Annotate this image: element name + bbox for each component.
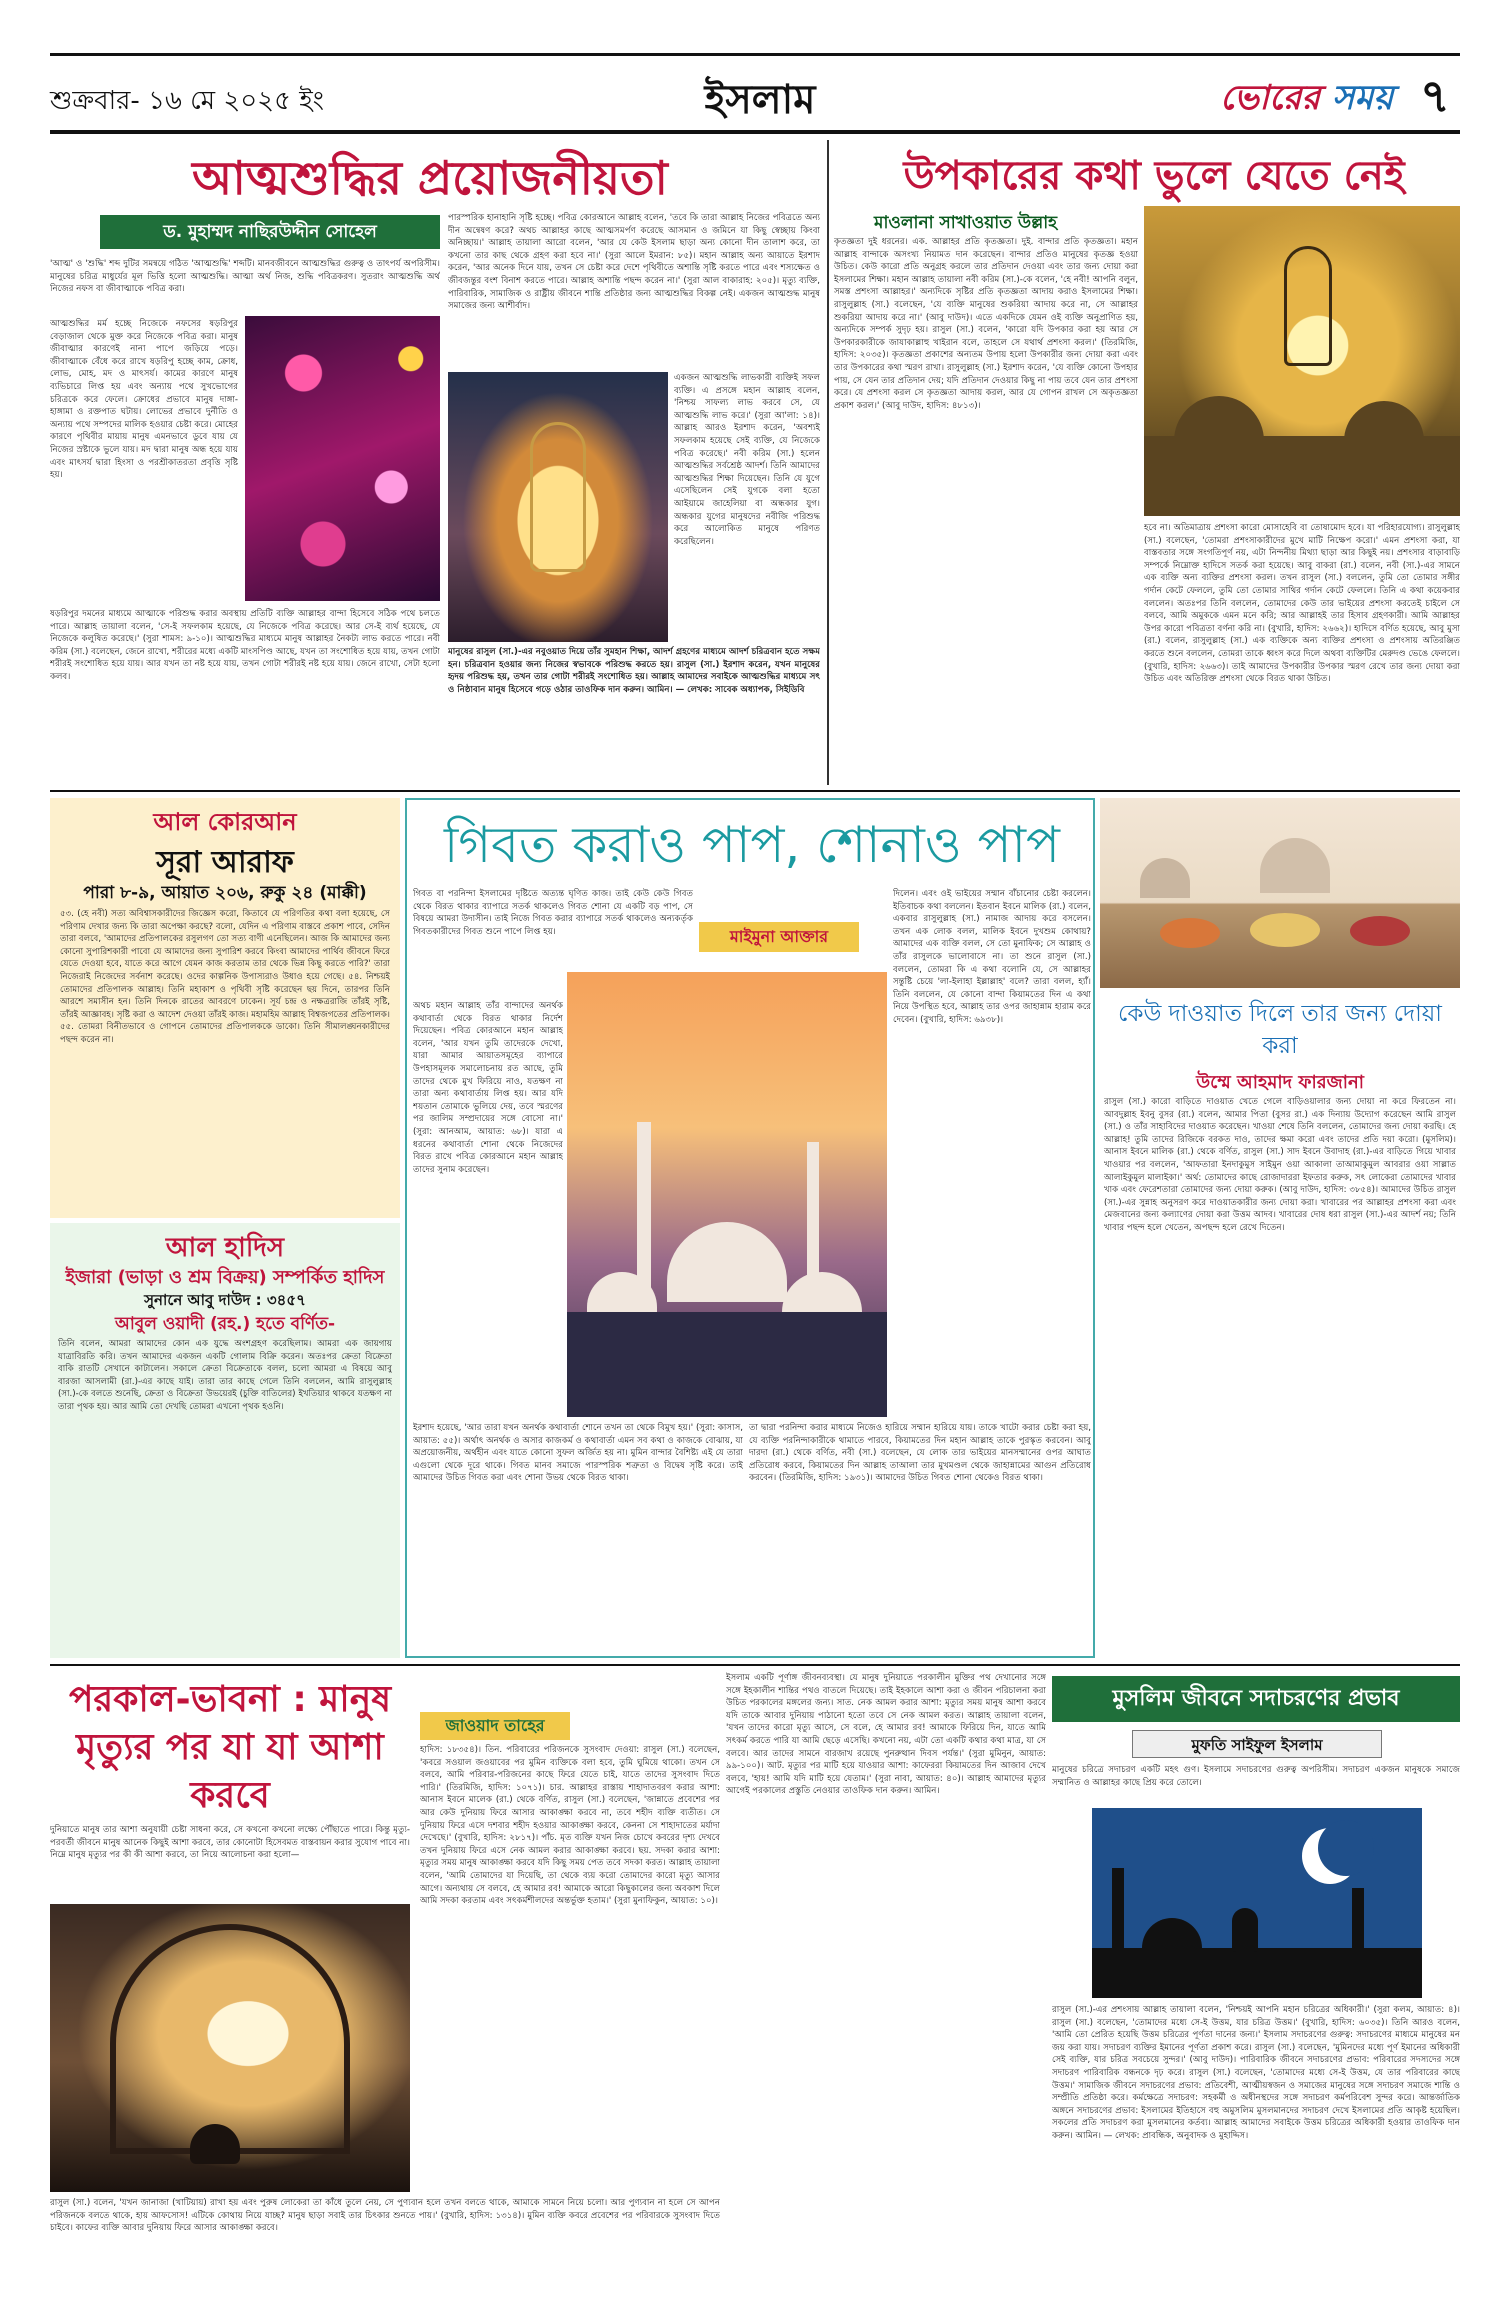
brand-logo	[1220, 72, 1393, 129]
byline: উম্মে আহমাদ ফারজানা	[1196, 1072, 1364, 1093]
page-number: ৭	[1420, 69, 1450, 123]
row-rule	[50, 790, 1460, 792]
surah-name: সূরা আরাফ	[156, 845, 294, 880]
article-title: পরকাল-ভাবনা : মানুষ মৃত্যুর পর যা যা আশা করবে	[68, 1679, 392, 1816]
body-col2-side: একজন আত্মশুদ্ধি লাভকারী ব্যক্তিই সফল ব্যক্তি। এ প্রসঙ্গে মহান আল্লাহ বলেন, 'নিশ্চয় সাফল্য লাভ করবে সে, যে আত্মশুদ্ধি লাভ করে।' (সুরা আ'লা: ১৪)। আল্লাহ আরও ইরশাদ করেন, 'অবশ্যই সফলকাম হয়েছে সেই ব্যক্তি, যে নিজেকে পবিত্র করেছে।' নবী করিম (সা.) হলেন আত্মশুদ্ধির সর্বশ্রেষ্ঠ আদর্শ। তিনি আমাদের আত্মশুদ্ধির শিক্ষা দিয়েছেন। তিনি যে যুগে এসেছিলেন সেই যুগকে বলা হতো আইয়ামে জাহেলিয়া বা অন্ধকার যুগ। অন্ধকার যুগের মানুষদের নবীজি পরিশুদ্ধ করে আলোকিত মানুষে পরিণত করেছিলেন।	[674, 373, 820, 547]
section-title: ইসলাম	[704, 77, 816, 123]
body-col2: হবে না। অতিমাত্রায় প্রশংসা কারো মোসাহেবি বা তোষামোদ হবে। যা পরিহারযোগ্য। রাসুলুল্লাহ (সা.) বলেছেন, 'তোমরা প্রশংসাকারীদের মুখে মাটি নিক্ষেপ করো।' এমন প্রশংসা করা, যা বাস্তবতার সঙ্গে সংগতিপূর্ণ নয়, এটা নিন্দনীয় মিথ্যা ছাড়া আর কিছুই নয়। প্রশংসার বাড়াবাড়ি সম্পর্কে নিম্নোক্ত হাদিসে সতর্ক করা হয়েছে। আবু বাকরা (রা.) বলেন, নবী (সা.)-এর সামনে এক ব্যক্তি অন্য ব্যক্তির প্রশংসা করল। তখন রাসুল (সা.) বললেন, তুমি তো তোমার সঙ্গীর গর্দান কেটে ফেললে, তুমি তো তোমার সাথির গর্দান কেটে ফেললে। তিনি এ কথা কয়েকবার বললেন। অতঃপর তিনি বললেন, তোমাদের কেউ তার ভাইয়ের প্রশংসা করতেই চাইলে সে বলবে, আমি অমুককে এমন মনে করি; আর আল্লাহই তার হিসাব গ্রহণকারী। আমি আল্লাহর উপর কারো পবিত্রতা বর্ণনা করি না। (বুখারি, হাদিস: ২৬৬২)। হাদিসে বর্ণিত হয়েছে, আবু মুসা (রা.) বলেন, রাসুলুল্লাহ (সা.) এক ব্যক্তিকে অন্য ব্যক্তির প্রশংসা ও প্রশংসায় অতিরঞ্জিত করতে শুনে বললেন, তোমরা তাকে ধ্বংস করে দিলে অথবা ব্যক্তিটির মেরুদণ্ড ভেঙে ফেললে। (বুখারি, হাদিস: ২৬৬৩)। তাই আমাদের উপকারীর উপকার স্মরণ রেখে তার জন্য দোয়া করা উচিত এবং অতিরিক্ত প্রশংসা থেকে বিরত থাকা উচিত।	[1144, 523, 1460, 685]
hadith-body: তিনি বলেন, আমরা আমাদের কোন এক যুদ্ধে অংশগ্রহণ করেছিলাম। আমরা এক জায়গায় যাত্রাবিরতি করি। তখন আমাদের একজন একটি গোলাম বিক্রি করেন। অতঃপর ক্রেতা বিক্রেতা বাকি রাতটি সেখানে কাটালেন। সকালে ক্রেতা বিক্রেতাকে বলল, চলো আমরা এ বিষয়ে আবু বারজা আসলামী (রা.)-এর কাছে যাই। তারা তার কাছে গেলে তিনি বললেন, আমি রাসুলুল্লাহ (সা.)-কে বলতে শুনেছি, ক্রেতা ও বিক্রেতা উভয়েরই (চুক্তি বাতিলের) ইখতিয়ার থাকবে যতক্ষণ না তারা পৃথক হয়। আর আমি তো দেখছি তোমরা এখনো পৃথক হওনি।	[58, 1339, 392, 1412]
prayer-hall-photo	[50, 1904, 410, 2192]
quran-kicker: আল কোরআন	[153, 808, 297, 836]
hadith-narrator: আবুল ওয়াদী (রহ.) হতে বর্ণিত-	[114, 1314, 336, 1334]
masthead	[50, 60, 1460, 128]
brand-post: সময়	[1331, 78, 1394, 118]
article-title: গিবত করাও পাপ, শোনাও পাপ	[444, 816, 1060, 874]
body-below: রাসুল (সা.) বলেন, 'যখন জানাজা (খাটিয়ায়) রাখা হয় এবং পুরুষ লোকেরা তা কাঁধে তুলে নেয়, সে পুণ্যবান হলে তখন বলতে থাকে, আমাকে সামনে নিয়ে চলো। আর পুণ্যবান না হলে সে আপন পরিজনকে বলতে থাকে, হায় আফসোস! এটিকে কোথায় নিয়ে যাচ্ছ? মানুষ ছাড়া সবাই তার চিৎকার শুনতে পায়।' (বুখারি, হাদিস: ১৩১৪)। মুমিন ব্যক্তি কবরে প্রবেশের পর পরিবারকে সুসংবাদ দিতে চাইবে। কাফের ব্যক্তি আবার দুনিয়ায় ফিরে আসার আকাঙ্ক্ষা করবে।	[50, 2198, 720, 2234]
porokal-col3: ইসলাম একটি পূর্ণাঙ্গ জীবনব্যবস্থা। যে মানুষ দুনিয়াতে পরকালীন মুক্তির পথ দেখানোর সঙ্গে সঙ্গে ইহকালীন শান্তির পথও বাতলে দিয়েছে। তাই ইহকালে আশা করা ও জীবন পরিচালনা করা উচিত পরকালের মঙ্গলের জন্য। সাত. নেক আমল করার আশা: মৃত্যুর সময় মানুষ আশা করবে যদি তাকে আবার দুনিয়ায় পাঠানো হতো তবে সে নেক আমল করত। আল্লাহ তায়ালা বলেন, 'যখন তাদের কারো মৃত্যু আসে, সে বলে, হে আমার রব! আমাকে ফিরিয়ে দিন, যাতে আমি সৎকর্ম করতে পারি যা আমি ছেড়ে এসেছি। কখনো নয়, এটা তো একটি কথার কথা মাত্র, যা সে বলবে। আর তাদের সামনে বারজাখ রয়েছে পুনরুত্থান দিবস পর্যন্ত।' (সুরা মুমিনুন, আয়াত: ৯৯-১০০)। আট. মৃত্যুর পর মাটি হয়ে যাওয়ার আশা: কাফেররা কিয়ামতের দিন আজাব দেখে বলবে, 'হায়! আমি যদি মাটি হয়ে যেতাম।' (সুরা নাবা, আয়াত: ৪০)। আল্লাহ আমাদের মৃত্যুর আগেই পরকালের প্রস্তুতি নেওয়ার তাওফিক দান করুন। আমিন।	[726, 1673, 1046, 1797]
row-rule	[50, 1664, 1460, 1666]
lantern-bokeh-photo	[245, 316, 440, 601]
body: রাসুল (সা.) কারো বাড়িতে দাওয়াত খেতে গেলে বাড়িওয়ালার জন্য দোয়া না করে ফিরতেন না। আবদুল্লাহ ইবনু বুসর (রা.) বলেন, আমার পিতা (বুসর রা.) এক দিন্যায় উদ্যোগ করেছেন আমি রাসুল (সা.) ও তাঁর সাহাবিদের দাওয়াত করেছেন। খাওয়া শেষে তিনি বললেন, তোমাদের জন্য দোয়া করছি। হে আল্লাহ! তুমি তাদের রিজিকে বরকত দাও, তাদের ক্ষমা করো এবং তাদের প্রতি দয়া করো। (মুসলিম)। আনাস ইবনে মালিক (রা.) থেকে বর্ণিত, রাসুল (সা.) সাদ ইবনে উবাদাহ (রা.)-এর বাড়িতে গিয়ে খাবার খাওয়ার পর বললেন, 'আফতারা ইনদাকুমুস সাইমুন ওয়া আকালা তাআমাকুমুল আবরার ওয়া সাল্লাত আলাইকুমুল মালাইকা।' অর্থ: তোমাদের কাছে রোজাদাররা ইফতার করুক, সৎ লোকেরা তোমাদের খাবার খাক এবং ফেরেশতারা তোমাদের জন্য দোয়া করুক। (আবু দাউদ, হাদিস: ৩৮৫৪)। আমাদের উচিত রাসুল (সা.)-এর সুন্নাহ অনুসরণ করে দাওয়াতকারীর জন্য দোয়া করা। খাবারের পর আল্লাহর প্রশংসা করা এবং মেজবানের জন্য কল্যাণের দোয়া করা উত্তম আদব। খাবারের দোষ ধরা রাসুল (সা.)-এর আদর্শ নয়; তিনি খাবার পছন্দ হলে খেতেন, অপছন্দ হলে রেখে দিতেন।	[1104, 1097, 1456, 1233]
top-rule	[50, 53, 1460, 56]
mosque-lantern-photo	[1144, 206, 1460, 516]
article-ghibat	[405, 798, 1095, 1658]
article-upokar	[834, 140, 1460, 785]
quran-verses: ৫৩. (হে নবী) সত্য অবিশ্বাসকারীদের জিজ্ঞেস করো, কিতাবে যে পরিণতির কথা বলা হয়েছে, সে পরিণাম দেখার জন্য কি তারা অপেক্ষা করছে? বলো, যেদিন এ পরিণাম বাস্তবে প্রকাশ পাবে, সেদিন তারা বলবে, 'আমাদের প্রতিপালকের রসুলগণ তো সত্য বাণী এনেছিলেন। আজ কি আমাদের জন্য কোনো সুপারিশকারী পাবো যে আমাদের জন্য সুপারিশ করবে কিংবা আমাদের পার্থিব জীবনে ফিরে যেতে দেওয়া হবে, যাতে করে আগে যেমন কাজ করতাম তার থেকে ভিন্ন কিছু করতে পারি?' তারা নিজেরাই নিজেদের সর্বনাশ করেছে। ওদের কাল্পনিক উপাস্যরাও উধাও হয়ে গেছে। ৫৪. নিশ্চয়ই তোমাদের প্রতিপালক আল্লাহ। তিনি মহাকাশ ও পৃথিবী সৃষ্টি করেছেন ছয় দিনে, তারপর তিনি আরশে সমাসীন হন। তিনি দিনকে রাতের আবরণে ঢাকেন। সূর্য চন্দ্র ও নক্ষত্ররাজি তাঁরই সৃষ্টি, তাঁরই আজ্ঞাবহ। সৃষ্টি করা ও আদেশ দেওয়া তাঁরই কাজ। মহামহিম আল্লাহ বিশ্বজগতের প্রতিপালক। ৫৫. তোমরা বিনীতভাবে ও গোপনে তোমাদের প্রতিপালককে ডাকো। তিনি সীমালঙ্ঘনকারীদের পছন্দ করেন না।	[60, 909, 390, 1045]
body: রাসুল (সা.)-এর প্রশংসায় আল্লাহ তায়ালা বলেন, 'নিশ্চয়ই আপনি মহান চরিত্রের অধিকারী।' (সুরা কলম, আয়াত: ৪)। রাসুল (সা.) বলেছেন, 'তোমাদের মধ্যে সে-ই উত্তম, যার চরিত্র উত্তম।' (বুখারি, হাদিস: ৬০৩৫)। তিনি আরও বলেন, 'আমি তো প্রেরিত হয়েছি উত্তম চরিত্রের পূর্ণতা দানের জন্য।' ইসলাম সদাচরণের গুরুত্ব: সদাচরণের মাধ্যমে মানুষের মন জয় করা যায়। সদাচরণ ব্যক্তির ইমানের পূর্ণতা প্রকাশ করে। রাসুল (সা.) বলেছেন, 'মুমিনদের মধ্যে পূর্ণ ইমানের অধিকারী সেই ব্যক্তি, যার চরিত্র সবচেয়ে সুন্দর।' (আবু দাউদ)। পারিবারিক জীবনে সদাচরণের প্রভাব: পরিবারের সদস্যদের সঙ্গে সদাচরণ পারিবারিক বন্ধনকে দৃঢ় করে। রাসুল (সা.) বলেছেন, 'তোমাদের মধ্যে সে-ই উত্তম, যে তার পরিবারের কাছে উত্তম।' সামাজিক জীবনে সদাচরণের প্রভাব: প্রতিবেশী, আত্মীয়স্বজন ও সমাজের মানুষের সঙ্গে সদাচরণ সমাজে শান্তি ও সম্প্রীতি প্রতিষ্ঠা করে। কর্মক্ষেত্রে সদাচরণ: সহকর্মী ও অধীনস্থদের সঙ্গে সদাচরণ কর্মপরিবেশ সুন্দর করে। আন্তর্জাতিক অঙ্গনে সদাচরণের প্রভাব: ইসলামের ইতিহাসে বহু অমুসলিম মুসলমানদের সদাচরণ দেখে ইসলামের প্রতি আকৃষ্ট হয়েছিল। সকলের প্রতি সদাচরণ করা মুসলমানের কর্তব্য। আল্লাহ আমাদের সবাইকে উত্তম চরিত্রের অধিকারী হওয়ার তাওফিক দান করুন। আমিন। — লেখক: প্রাবন্ধিক, অনুবাদক ও মুহাদ্দিস।	[1052, 2005, 1460, 2141]
moon-mosque-illustration	[1092, 1808, 1422, 1998]
article-title: কেউ দাওয়াত দিলে তার জন্য দোয়া করা	[1118, 1001, 1442, 1059]
body-side: আত্মশুদ্ধির মর্ম হচ্ছে নিজেকে নফসের ষড়রিপুর বেড়াজাল থেকে মুক্ত করে নিজেকে পবিত্র করা। মানুষ জীবাত্মার কারণেই নানা পাপে জড়িয়ে পড়ে। জীবাত্মাকে বেঁধে করে রাখে ষড়রিপু হচ্ছে কাম, ক্রোধ, লোভ, মোহ, মদ ও মাৎসর্য। কামের কারণে মানুষ ব্যভিচারে লিপ্ত হয় এবং অন্যায় পথে সুখভোগের চরিত্রকে করে ফেলে। ক্রোধের প্রভাবে মানুষ দাঙ্গা-হাঙ্গামা ও রক্তপাত ঘটায়। লোভের প্রভাবে দুর্নীতি ও অন্যায় পথে সম্পদের মালিক হওয়ার চেষ্টা করে। মোহের কারণে পৃথিবীর মায়ায় মানুষ এমনভাবে ডুবে যায় যে নিজের স্রষ্টাকে ভুলে যায়। মদ দ্বারা মানুষ অন্ধ হয়ে যায় এবং মাৎসর্য দ্বারা হিংসা ও পরশ্রীকাতরতা প্রবৃত্তি সৃষ্টি হয়।	[50, 319, 238, 481]
byline: মুফতি সাইফুল ইসলাম	[1132, 1730, 1382, 1758]
article-muslim-life	[1052, 1672, 1460, 2297]
grand-mosque-photo	[567, 972, 887, 1417]
body-intro: মানুষের চরিত্রে সদাচরণ একটি মহৎ গুণ। ইসলামে সদাচরণের গুরুত্ব অপরিসীম। সদাচরণ একজন মানুষকে সমাজে সম্মানিত ও আল্লাহর কাছে প্রিয় করে তোলে।	[1052, 1765, 1460, 1788]
article-title: মুসলিম জীবনে সদাচরণের প্রভাব	[1052, 1676, 1460, 1722]
issue-date: শুক্রবার- ১৬ মে ২০২৫ ইং	[50, 86, 324, 116]
masthead-rule	[50, 130, 1460, 134]
brand-pre: ভোরের	[1220, 78, 1321, 118]
body-bottom-right: তা দ্বারা পরনিন্দা করার মাধ্যমে নিজেও হারিয়ে সম্মান হারিয়ে যায়। তাকে খাটো করার চেষ্টা করা হয়, যে ব্যক্তি পরনিন্দাকারীকে থামাতে পারবে, কিয়ামতের দিন মহান আল্লাহ তাকে পুরস্কৃত করবেন। আবু দারদা (রা.) থেকে বর্ণিত, নবী (সা.) বলেছেন, যে লোক তার ভাইয়ের মানসম্মানের ওপর আঘাত প্রতিরোধ করবে, কিয়ামতের দিন আল্লাহ তাআলা তার মুখমণ্ডল থেকে জাহান্নামের আগুন প্রতিরোধ করবেন। (তিরমিজি, হাদিস: ১৯৩১)। আমাদের উচিত গিবত শোনা থেকেও বিরত থাকা।	[749, 1423, 1091, 1484]
lantern-photo	[448, 372, 668, 642]
column-divider	[827, 140, 829, 785]
body-left: অথচ মহান আল্লাহ তাঁর বান্দাদের অনর্থক কথাবার্তা থেকে বিরত থাকার নির্দেশ দিয়েছেন। পবিত্র কোরআনে মহান আল্লাহ বলেন, 'আর যখন তুমি তাদেরকে দেখো, যারা আমার আয়াতসমূহের ব্যাপারে উপহাসমূলক সমালোচনায় রত আছে, তুমি তাদের থেকে মুখ ফিরিয়ে নাও, যতক্ষণ না তারা অন্য কথাবার্তায় লিপ্ত হয়। আর যদি শয়তান তোমাকে ভুলিয়ে দেয়, তবে স্মরণের পর জালিম সম্প্রদায়ের সঙ্গে বোসো না।' (সুরা: আনআম, আয়াত: ৬৮)। যারা এ ধরনের কথাবার্তা শোনা থেকে নিজেদের বিরত রাখে পবিত্র কোরআনে মহান আল্লাহ তাদের সুনাম করেছেন।	[413, 1001, 563, 1175]
byline: মাইমুনা আক্তার	[699, 922, 859, 952]
article-title: উপকারের কথা ভুলে যেতে নেই	[903, 153, 1405, 199]
body-col2: পারস্পরিক হানাহানি সৃষ্টি হচ্ছে। পবিত্র কোরআনে আল্লাহ বলেন, 'তবে কি তারা আল্লাহ নিজের পবিত্রতে অন্য দীন অন্বেষণ করে? অথচ আল্লাহর কাছে আত্মসমর্পণ করেছে আসমান ও জমিনে যা কিছু স্বেচ্ছায় কিংবা অনিচ্ছায়।' আল্লাহ তায়ালা আরো বলেন, 'আর যে কেউ ইসলাম ছাড়া অন্য কোনো দীন তালাশ করে, তা কখনো তার কাছ থেকে গ্রহণ করা হবে না।' (সুরা আলে ইমরান: ৮৫)। মহান আল্লাহ অন্য আয়াতে ইরশাদ করেন, 'আর অনেক দিনে যায়, তখন সে চেষ্টা করে দেশে পৃথিবীতে অশান্তি সৃষ্টি করতে পারে এবং শস্যক্ষেত ও জীবজন্তুর বংশ বিনাশ করতে পারে। আল্লাহ অশান্তি পছন্দ করেন না।' (সুরা আল বাকারাহ: ২০৫)। মৃত্যু ব্যক্তি, পারিবারিক, সামাজিক ও রাষ্ট্রীয় জীবনে শান্তি প্রতিষ্ঠার জন্য আত্মশুদ্ধির বিকল্প নেই। একজন আত্মশুদ্ধ মানুষ সমাজের জন্য আশীর্বাদ।	[448, 213, 820, 312]
article-porokal	[50, 1672, 720, 2297]
body-intro: গিবত বা পরনিন্দা ইসলামের দৃষ্টিতে অত্যন্ত ঘৃণিত কাজ। তাই কেউ কেউ গিবত থেকে বিরত থাকার ব্যাপারে সতর্ক থাকলেও গিবত শোনা যে একটি বড় পাপ, সে বিষয়ে আমরা উদাসীন। তাই নিজে গিবত করার ব্যাপারে সতর্ক থাকলেও অন্যকর্তৃক গিবতকারীদের গিবত শুনে পাপে লিপ্ত হয়।	[413, 889, 693, 937]
body-col2: হাদিস: ১৮৩৫৪)। তিন. পরিবারের পরিজনকে সুসংবাদ দেওয়া: রাসুল (সা.) বলেছেন, 'কবরে সওয়াল জওয়াবের পর মুমিন ব্যক্তিকে বলা হবে, তুমি ঘুমিয়ে থাকো। তখন সে বলবে, আমি পরিবার-পরিজনের কাছে ফিরে যেতে চাই, যাতে তাদের সুসংবাদ দিতে পারি।' (তিরমিজি, হাদিস: ১০৭১)। চার. আল্লাহর রাস্তায় শাহাদাতবরণ করার আশা: আনাস ইবনে মালেক (রা.) থেকে বর্ণিত, রাসুল (সা.) বলেছেন, 'জান্নাতে প্রবেশের পর আর কেউ দুনিয়ায় ফিরে আসার আকাঙ্ক্ষা করবে না, তবে শহীদ ব্যক্তি ব্যতীত। সে দুনিয়ায় ফিরে এসে দশবার শহীদ হওয়ার আকাঙ্ক্ষা করবে, কেননা সে শাহাদাতের মর্যাদা দেখেছে।' (বুখারি, হাদিস: ২৮১৭)। পাঁচ. মৃত ব্যক্তি যখন নিজ চোখে কবরের দৃশ্য দেখবে তখন দুনিয়ায় ফিরে এসে নেক আমল করার আকাঙ্ক্ষা করবে। ছয়. সদকা করার আশা: মৃত্যুর সময় মানুষ আকাঙ্ক্ষা করবে যদি কিছু সময় পেত তবে সদকা করত। আল্লাহ তায়ালা বলেন, 'আমি তোমাদের যা দিয়েছি, তা থেকে ব্যয় করো তোমাদের কারো মৃত্যু আসার আগে। অন্যথায় সে বলবে, হে আমার রব! আমাকে আরো কিছুকালের জন্য অবকাশ দিলে আমি সদকা করতাম এবং সৎকর্মশীলদের অন্তর্ভুক্ত হতাম।' (সুরা মুনাফিকুন, আয়াত: ১০)।	[420, 1745, 720, 1907]
iftar-table-photo	[1100, 798, 1460, 988]
body-bottom: ষড়রিপুর দমনের মাধ্যমে আত্মাকে পরিশুদ্ধ করার অবস্থায় প্রতিটি ব্যক্তি আল্লাহর বান্দা হিসেবে সঠিক পথে চলতে পারে। আল্লাহ তায়ালা বলেন, 'সে-ই সফলকাম হয়েছে, যে নিজেকে পবিত্র করেছে। আর সে-ই ব্যর্থ হয়েছে, যে নিজেকে কলুষিত করেছে।' (সুরা শামস: ৯-১০)। আত্মশুদ্ধির মাধ্যমে মানুষ আল্লাহর নৈকট্য লাভ করতে পারে। নবী করিম (সা.) বলেছেন, জেনে রাখো, শরীরের মধ্যে একটি মাংসপিণ্ড আছে, যখন তা সংশোধিত হয়ে যায়, তখন গোটা শরীরই সংশোধিত হয়ে যায়। আর যখন তা নষ্ট হয়ে যায়, তখন গোটা শরীরই নষ্ট হয়ে যায়। জেনে রাখো, সেটা হলো কলব।	[50, 609, 440, 682]
surah-ref: পারা ৮-৯, আয়াত ২০৬, রুকু ২৪ (মাক্কী)	[83, 883, 367, 903]
hadith-source: সুনানে আবু দাউদ : ৩৪৫৭	[144, 1291, 306, 1309]
hadith-box	[50, 1223, 400, 1658]
body-bottom: ইরশাদ হয়েছে, 'আর তারা যখন অনর্থক কথাবার্তা শোনে তখন তা থেকে বিমুখ হয়।' (সুরা: কাসাস, আয়াত: ৫৫)। অর্থাৎ অনর্থক ও অসার কাজকর্ম ও কথাবার্তা এমন সব কথা ও কাজকে বোঝায়, যা অপ্রয়োজনীয়, অর্থহীন এবং যাতে কোনো সুফল অর্জিত হয় না। মুমিন বান্দার বৈশিষ্ট্য এই যে তারা এগুলো থেকে দূরে থাকে। গিবত মানব সমাজে পারস্পরিক শত্রুতা ও বিদ্বেষ সৃষ্টি করে। তাই আমাদের উচিত গিবত করা এবং শোনা উভয় থেকে বিরত থাকা।	[413, 1423, 743, 1484]
body-col2-bottom: মানুষের রাসুল (সা.)-এর নবুওয়াত দিয়ে তাঁর সুমহান শিক্ষা, আদর্শ গ্রহণের মাধ্যমে আদর্শ চরিত্রবান হতে সক্ষম হন। চরিত্রবান হওয়ার জন্য নিজের স্বভাবকে পরিশুদ্ধ করতে হয়। রাসুল (সা.) ইরশাদ করেন, যখন মানুষের হৃদয় পরিশুদ্ধ হয়, তখন তার গোটা শরীরই সংশোধিত হয়। আল্লাহ আমাদের সবাইকে আত্মশুদ্ধির মাধ্যমে সৎ ও নিষ্ঠাবান মানুষ হিসেবে গড়ে ওঠার তাওফিক দান করুন। আমিন। — লেখক: সাবেক অধ্যাপক, সিইডিবি	[448, 647, 820, 695]
hadith-kicker: আল হাদিস	[165, 1233, 285, 1263]
byline: ড. মুহাম্মদ নাছিরউদ্দীন সোহেল	[100, 215, 440, 249]
body-right: দিলেন। এবং ওই ভাইয়ের সম্মান বাঁচানোর চেষ্টা করলেন। ইতিবাচক কথা বললেন। ইতবান ইবনে মালিক (রা.) বলেন, একবার রাসুলুল্লাহ (সা.) নামাজ আদায় করে বসলেন। তখন এক লোক বলল, মালিক ইবনে দুখশুম কোথায়? আমাদের এক ব্যক্তি বলল, সে তো মুনাফিক; সে আল্লাহ ও তাঁর রাসুলকে ভালোবাসে না। তা শুনে রাসুল (সা.) বললেন, তোমরা কি এ কথা বলোনি যে, সে আল্লাহর সন্তুষ্টি চেয়ে 'লা-ইলাহা ইল্লাল্লাহ' বলে? তারা বলল, হ্যাঁ। তিনি বললেন, যে কোনো বান্দা কিয়ামতের দিন এ কথা নিয়ে উপস্থিত হবে, আল্লাহ তার ওপর জাহান্নাম হারাম করে দেবেন। (বুখারি, হাদিস: ৬৯৩৮)।	[893, 889, 1091, 1025]
body-col1: কৃতজ্ঞতা দুই ধরনের। এক. আল্লাহর প্রতি কৃতজ্ঞতা। দুই. বান্দার প্রতি কৃতজ্ঞতা। মহান আল্লাহ বান্দাকে অসংখ্য নিয়ামত দান করেছেন। বান্দার প্রতিও মানুষের কৃতজ্ঞ হওয়া উচিত। কেউ কারো প্রতি অনুগ্রহ করলে তার প্রতিদান দেওয়া এবং তার জন্য দোয়া করা ইসলামের শিক্ষা। মহান আল্লাহ তায়ালা নবী করিম (সা.)-কে বলেন, 'হে নবী! আপনি বলুন, সমস্ত প্রশংসা আল্লাহর।' অন্যদিকে সৃষ্টির প্রতি কৃতজ্ঞতা আদায় করাও ইসলামের শিক্ষা। রাসুলুল্লাহ (সা.) বলেছেন, 'যে ব্যক্তি মানুষের শুকরিয়া আদায় করে না, সে আল্লাহর শুকরিয়া আদায় করে না।' (আবু দাউদ)। এতে একদিকে যেমন ওই ব্যক্তি অনুপ্রাণিত হয়, অন্যদিকে সম্পর্ক সুদৃঢ় হয়। রাসুল (সা.) বলেন, 'কারো যদি উপকার করা হয় আর সে উপকারকারীকে জাযাকাল্লাহু খাইরান বলে, তাহলে সে যথার্থ প্রশংসা করল।' (তিরমিজি, হাদিস: ২০৩৫)। কৃতজ্ঞতা প্রকাশের অন্যতম উপায় হলো উপকারীর জন্য দোয়া করা এবং তার উপকারের কথা স্মরণ রাখা। রাসুলুল্লাহ (সা.) ইরশাদ করেন, 'যে ব্যক্তি কোনো উপহার পায়, সে যেন তার প্রতিদান দেয়; যদি প্রতিদান দেওয়ার কিছু না পায় তবে যেন তার প্রশংসা করে। যে প্রশংসা করল সে কৃতজ্ঞতা আদায় করল, আর যে গোপন রাখল সে অকৃতজ্ঞতা প্রকাশ করল।' (আবু দাউদ, হাদিস: ৪৮১৩)।	[834, 237, 1138, 411]
article-title: আত্মশুদ্ধির প্রয়োজনীয়তা	[192, 151, 668, 205]
quran-hadith-column	[50, 798, 400, 1658]
article-atmashuddhi	[50, 140, 820, 780]
byline: মাওলানা সাখাওয়াত উল্লাহ	[874, 213, 1058, 233]
article-dawat	[1100, 798, 1460, 1658]
quran-box	[50, 798, 400, 1218]
hadith-title: ইজারা (ভাড়া ও শ্রম বিক্রয়) সম্পর্কিত হাদিস	[65, 1267, 385, 1288]
body-intro: দুনিয়াতে মানুষ তার আশা অনুযায়ী চেষ্টা সাধনা করে, সে কখনো কখনো লক্ষ্যে পৌঁছাতে পারে। কিন্তু মৃত্যু-পরবর্তী জীবনে মানুষ আনেক কিছুই আশা করবে, তার কোনোটা হিসেবমত বাস্তবায়ন করার সুযোগ পাবে না। নিম্নে মানুষ মৃত্যুর পর কী কী আশা করবে, তা নিয়ে আলোচনা করা হলো—	[50, 1825, 410, 1861]
body-intro: 'আত্ম' ও 'শুদ্ধি' শব্দ দুটির সমন্বয়ে গঠিত 'আত্মশুদ্ধি' শব্দটি। মানবজীবনে আত্মশুদ্ধির গুরুত্ব ও তাৎপর্য অপরিসীম। মানুষের চরিত্র মাধুর্যের মূল ভিত্তি হলো আত্মশুদ্ধি। আত্মা অর্থ নিজ, শুদ্ধি পবিত্রকরণ। সুতরাং আত্মশুদ্ধি অর্থ নিজের নফস বা জীবাত্মাকে পবিত্র করা।	[50, 259, 440, 295]
byline: জাওয়াদ তাহের	[420, 1712, 570, 1740]
